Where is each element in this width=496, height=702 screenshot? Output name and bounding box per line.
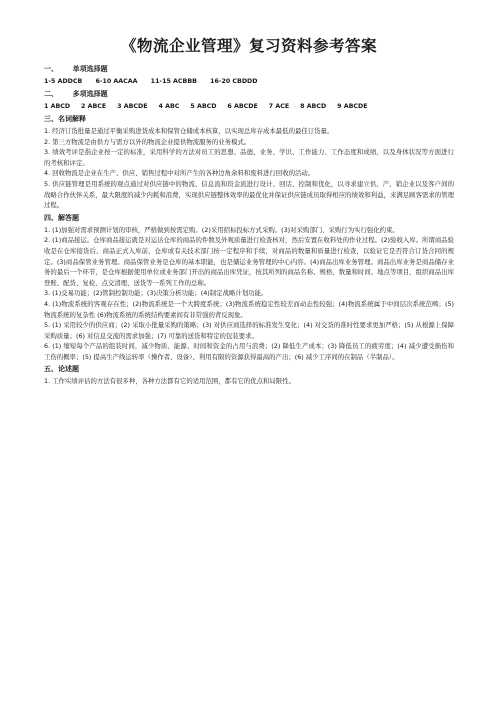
single-choice-answers: 1-5 ADDCB 6-10 AACAA 11-15 ACBBB 16-20 CBDDD <box>44 78 258 85</box>
term-item: 1. 经济订货批量是通过平衡采购进货成本和保管仓储成本核算，以实现总库存成本最低的最佳订货量。 <box>44 127 334 135</box>
term-item: 2. 第三方物流是由供方与需方以外的物流企业提供物流服务的业务模式。 <box>44 137 251 146</box>
section-heading-multi-choice: 二、 多项选择题 <box>44 90 108 98</box>
answer-item: 5. (1) 采用较少的供应商；(2) 采取小批量采购的策略；(3) 对供应商选择的标准发生变化；(4) 对交货的准时性要求更加严格；(5) 从根源上保障采购质量；(6) 对信息交流的需求加强；(7) 可靠的送货和特定的包装要求。 <box>44 321 454 340</box>
document-title: 《物流企业管理》复习资料参考答案 <box>120 36 377 55</box>
multi-choice-answers: 1 ABCD 2 ABCE 3 ABCDE 4 ABC 5 ABCD 6 ABCDE 7 ACE 8 ABCD 9 ABCDE <box>44 103 368 110</box>
section-heading-single-choice: 一、 单项选择题 <box>44 65 108 73</box>
term-item: 4. 回收物流是企业在生产、供应、销售过程中对所产生的各种边角余料和废料进行回收的活动。 <box>44 169 315 178</box>
essay-item: 1. 工作实绩评估的方法有很多种，各种方法都有它的适用范围，都有它的优点和局限性。 <box>44 377 295 386</box>
section-heading-terms: 三、名词解释 <box>44 115 86 123</box>
term-item: 3. 绩效考评是指企业按一定的标准，采用科学的方法对员工的思想、品德、业务、学识、工作能力、工作态度和成绩，以及身体状况等方面进行的考核和评定。 <box>44 148 454 167</box>
answer-item: 1. (1)加强对需求预测计划的审核，严格做到按需定购。(2)采用招标投标方式采购。(3)对采购部门、采购行为实行强化约束。 <box>44 225 399 234</box>
answer-item: 6. (1) 缩短每个产品的组装时间，减少物质、能源、时间和资金的占用与浪费；(2) 降低生产成本；(3) 降低员工的疲劳度；(4) 减少遭受损伤和工伤的概率；(5) 提高生产线运转率（操作者、设备）、利用有限的资源获得最高的产出；(6) 减少工序间的在制品（半制品）。 <box>44 342 454 361</box>
term-item: 5. 供应链管理是用系统的观点通过对供应链中的物流、信息流和资金流进行设计、回话、控制和优化，以寻求建立供、产、销企业以及客户间的战略合作伙伴关系，最大限度的减少内耗和浪费，实现供应链整体效率的最优化并保证供应链成员取得相应的绩效和利益，来满足顾客需求的管理过程。 <box>44 179 454 210</box>
answer-item: 3. (1)交易功能；(2)管制控制功能；(3)决策分析功能；(4)制定战略计划功能。 <box>44 289 268 298</box>
section-heading-answers: 四、解答题 <box>44 213 79 222</box>
answer-item: 4. (1)物流系统的客观存在性；(2)物流系统是一个大跨度系统；(3)物流系统稳定性较差而动态性较强；(4)物流系统属于中间层次系统范畴；(5)物流系统的复杂性 (6)物流系统的系统结构要素间有非常强的背反现象。 <box>44 299 454 319</box>
section-heading-essay: 五、论述题 <box>44 365 79 374</box>
answer-item: 2. (1)商品接运。仓库商品接运就是对运达仓库的商品的件数及外观质量进行检查核对，然后安置在收料处的作业过程。(2)验收入库。所谓商品验收是在仓库接货后、商品正式入库前，仓库或有关技术部门按一定程序和手续，对商品的数量和质量进行检查，以验证它是否符合订货合同的规定。(3)商品保管业务管理。商品保管业务是仓库的基本职能，也是储运业务管理的中心内容。(4)商品出库业务管理。商品出库业务是商品储存业务的最后一个环节，是仓库根据使用单位或业务部门开出的商品出库凭证，按其所列的商品名称、规格、数量和时间、地点等项目，组织商品出库登账、配货、复检、点交清理、送货等一系列工作的总称。 <box>44 236 454 287</box>
